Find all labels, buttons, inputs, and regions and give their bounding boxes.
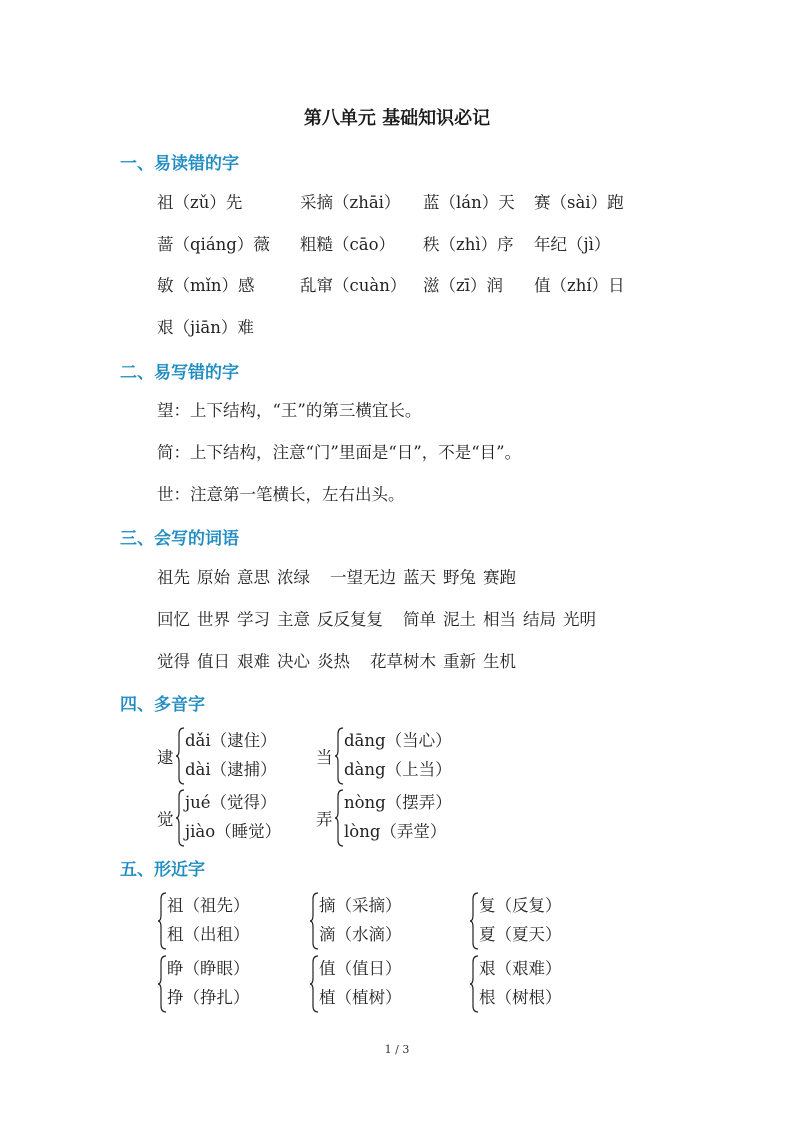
pinyin-item: 祖（zǔ）先 [157,193,243,212]
writing-tip: 世：注意第一笔横长，左右出头。 [157,485,405,504]
vocabulary-word: 花草树木 [370,652,436,671]
pinyin-item: 赛（sài）跑 [534,193,624,212]
brace-icon [175,727,185,785]
writing-tip: 简：上下结构，注意“门”里面是“日”，不是“目”。 [157,443,522,462]
vocabulary-word: 决心 [277,652,310,671]
section-heading-polyphones: 四、多音字 [120,695,205,715]
vocabulary-word: 主意 [277,610,310,629]
pinyin-item: 乱窜（cuàn） [300,276,407,295]
polyphone-char: 觉 [157,810,174,829]
vocabulary-word: 野兔 [443,568,476,587]
brace-icon [334,727,344,785]
polyphone-reading: jué（觉得） [185,793,277,812]
polyphone-reading: nòng（摆弄） [344,793,452,812]
brace-icon [469,955,479,1013]
brace-icon [309,892,319,950]
similar-char: 挣（挣扎） [167,988,250,1007]
similar-char: 复（反复） [479,896,562,915]
vocabulary-word: 泥土 [443,610,476,629]
vocabulary-row [157,564,523,588]
pinyin-item: 秩（zhì）序 [423,235,514,254]
polyphone-reading: dài（逮捕） [185,760,277,779]
vocabulary-word: 原始 [197,568,230,587]
vocabulary-word: 艰难 [237,652,270,671]
vocabulary-word: 炎热 [317,652,350,671]
section-heading-miswritten: 二、易写错的字 [120,363,239,383]
vocabulary-word: 相当 [483,610,516,629]
vocabulary-word: 浓绿 [277,568,310,587]
pinyin-item: 值（zhí）日 [534,276,625,295]
brace-icon [175,789,185,847]
pinyin-item: 年纪（jì） [534,235,611,254]
page-number: 1 / 3 [384,1043,410,1056]
vocabulary-word: 赛跑 [483,568,516,587]
similar-char: 值（值日） [319,959,402,978]
section-heading-vocabulary: 三、会写的词语 [120,529,239,549]
vocabulary-word: 祖先 [157,568,190,587]
similar-char: 租（出租） [167,925,250,944]
pinyin-item: 蓝（lán）天 [423,193,515,212]
section-heading-similar-chars: 五、形近字 [120,860,205,880]
polyphone-group [316,789,466,851]
pinyin-item: 粗糙（cāo） [300,235,396,254]
vocabulary-row [157,606,603,630]
vocabulary-word: 结局 [523,610,556,629]
similar-char: 根（树根） [479,988,562,1007]
similar-char: 夏（夏天） [479,925,562,944]
vocabulary-word: 蓝天 [403,568,436,587]
polyphone-group [157,789,297,851]
vocabulary-row [157,648,523,672]
pinyin-item: 敏（mǐn）感 [157,276,255,295]
section-heading-misread: 一、易读错的字 [120,154,239,174]
brace-icon [157,892,167,950]
vocabulary-word: 觉得 [157,652,190,671]
polyphone-reading: dǎi（逮住） [185,731,277,750]
similar-char-group [157,892,277,954]
similar-char: 睁（睁眼） [167,959,250,978]
vocabulary-word: 光明 [563,610,596,629]
vocabulary-word: 值日 [197,652,230,671]
polyphone-reading: jiào（睡觉） [185,822,282,841]
brace-icon [469,892,479,950]
similar-char: 艰（艰难） [479,959,562,978]
brace-icon [334,789,344,847]
polyphone-group [157,727,297,789]
similar-char: 祖（祖先） [167,896,250,915]
polyphone-reading: dāng（当心） [344,731,452,750]
brace-icon [157,955,167,1013]
vocabulary-word: 回忆 [157,610,190,629]
polyphone-char: 弄 [316,810,333,829]
vocabulary-word: 重新 [443,652,476,671]
brace-icon [309,955,319,1013]
polyphone-char: 当 [316,748,333,767]
polyphone-reading: lòng（弄堂） [344,822,447,841]
writing-tip: 望：上下结构，“王”的第三横宜长。 [157,401,422,420]
similar-char: 植（植树） [319,988,402,1007]
polyphone-char: 逮 [157,748,174,767]
pinyin-item: 采摘（zhāi） [300,193,401,212]
similar-char-group [309,892,429,954]
pinyin-item: 蔷（qiáng）薇 [157,235,270,254]
similar-char-group [469,955,589,1017]
vocabulary-word: 一望无边 [330,568,396,587]
vocabulary-word: 意思 [237,568,270,587]
vocabulary-word: 简单 [403,610,436,629]
polyphone-reading: dàng（上当） [344,760,452,779]
vocabulary-word: 学习 [237,610,270,629]
pinyin-item: 艰（jiān）难 [157,318,254,337]
similar-char: 摘（采摘） [319,896,402,915]
similar-char: 滴（水滴） [319,925,402,944]
pinyin-item: 滋（zī）润 [423,276,503,295]
vocabulary-word: 反反复复 [317,610,383,629]
similar-char-group [469,892,589,954]
similar-char-group [157,955,277,1017]
similar-char-group [309,955,429,1017]
vocabulary-word: 世界 [197,610,230,629]
vocabulary-word: 生机 [483,652,516,671]
polyphone-group [316,727,466,789]
page-title: 第八单元 基础知识必记 [303,108,491,129]
